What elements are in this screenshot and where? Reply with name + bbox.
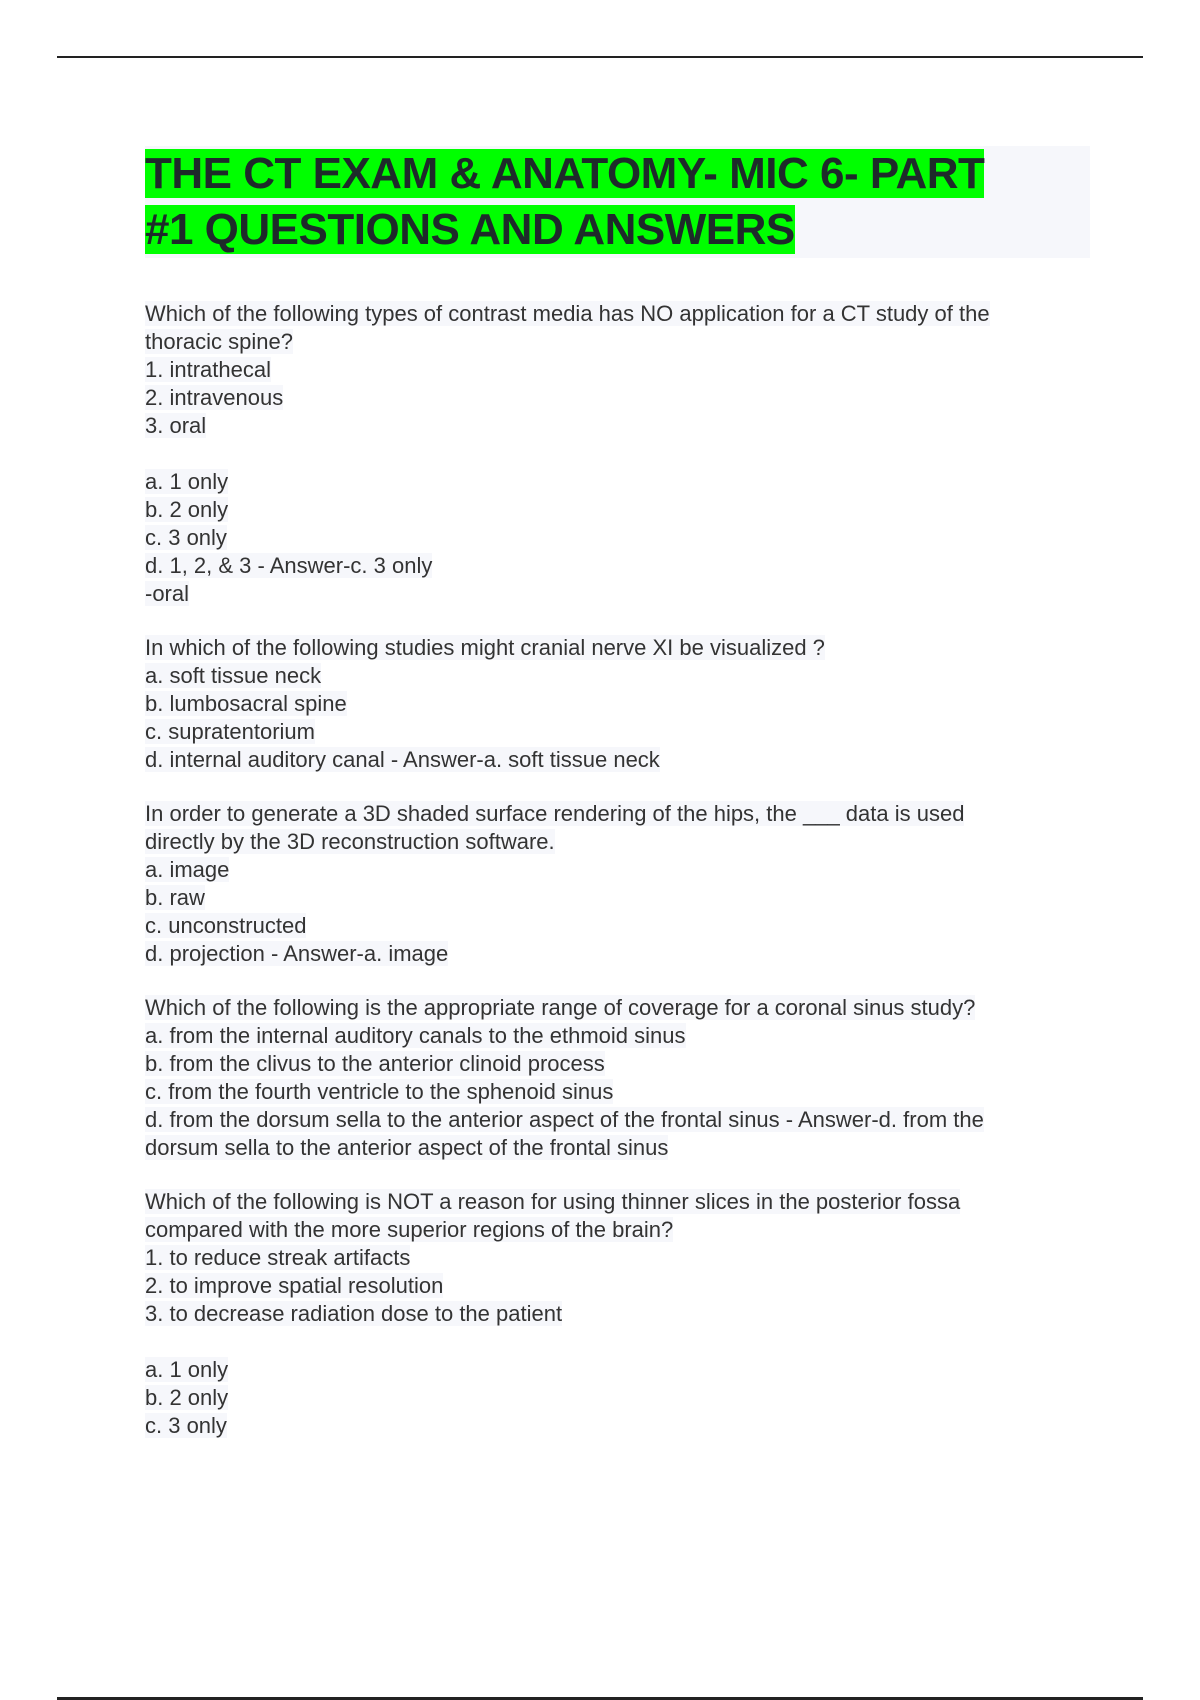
header-rule	[57, 56, 1143, 58]
answer-option: a. soft tissue neck	[145, 663, 322, 688]
answer-option: c. from the fourth ventricle to the sphenoid sinus	[145, 1079, 614, 1104]
answer-option: d. 1, 2, & 3 - Answer-c. 3 only	[145, 553, 433, 578]
document-body	[145, 146, 1090, 1466]
answer-option: b. 2 only	[145, 497, 229, 522]
question-4	[145, 994, 1090, 1162]
question-stem: In which of the following studies might cranial nerve XI be visualized ?	[145, 635, 825, 660]
question-item: 2. to improve spatial resolution	[145, 1273, 444, 1298]
question-stem: Which of the following types of contrast media has NO application for a CT study of the	[145, 301, 990, 326]
answer-option: b. lumbosacral spine	[145, 691, 347, 716]
question-5	[145, 1188, 1090, 1440]
question-stem: In order to generate a 3D shaded surface rendering of the hips, the ___ data is used	[145, 801, 965, 826]
question-item: 1. intrathecal	[145, 357, 271, 382]
document-title	[145, 146, 1090, 258]
answer-option: a. from the internal auditory canals to the ethmoid sinus	[145, 1023, 686, 1048]
answer-explanation: -oral	[145, 581, 190, 606]
answer-option: b. raw	[145, 885, 205, 910]
answer-option: c. 3 only	[145, 525, 227, 550]
answer-option: a. 1 only	[145, 1357, 229, 1382]
answer-option: c. unconstructed	[145, 913, 307, 938]
answer-option: b. 2 only	[145, 1385, 229, 1410]
answer-option: d. internal auditory canal - Answer-a. soft tissue neck	[145, 747, 660, 772]
answer-option: c. supratentorium	[145, 719, 315, 744]
question-item: 3. oral	[145, 413, 207, 438]
question-stem: directly by the 3D reconstruction software.	[145, 829, 555, 854]
answer-option: a. image	[145, 857, 230, 882]
question-1	[145, 300, 1090, 608]
question-stem: thoracic spine?	[145, 329, 293, 354]
answer-option: d. projection - Answer-a. image	[145, 941, 449, 966]
question-item: 3. to decrease radiation dose to the patient	[145, 1301, 563, 1326]
answer-option: c. 3 only	[145, 1413, 227, 1438]
question-2	[145, 634, 1090, 774]
answer-option: d. from the dorsum sella to the anterior aspect of the frontal sinus - Answer-d. from the	[145, 1107, 984, 1132]
question-stem: compared with the more superior regions of the brain?	[145, 1217, 674, 1242]
answer-option: b. from the clivus to the anterior clinoid process	[145, 1051, 605, 1076]
question-3	[145, 800, 1090, 968]
answer-option: a. 1 only	[145, 469, 229, 494]
question-item: 2. intravenous	[145, 385, 284, 410]
answer-option: dorsum sella to the anterior aspect of the frontal sinus	[145, 1135, 669, 1160]
title-line-2: #1 QUESTIONS AND ANSWERS	[145, 205, 795, 254]
document-title-block	[145, 146, 1090, 258]
question-item: 1. to reduce streak artifacts	[145, 1245, 411, 1270]
question-stem: Which of the following is NOT a reason for using thinner slices in the posterior fossa	[145, 1189, 961, 1214]
title-line-1: THE CT EXAM & ANATOMY- MIC 6- PART	[145, 149, 985, 198]
question-stem: Which of the following is the appropriate range of coverage for a coronal sinus study?	[145, 995, 976, 1020]
